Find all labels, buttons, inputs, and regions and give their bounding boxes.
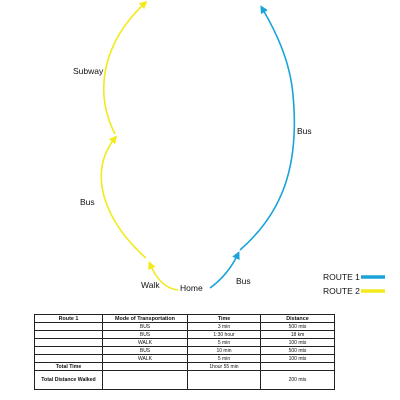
total-distance-empty-cell [103,371,188,390]
cell-route [35,347,103,355]
cell-route [35,323,103,331]
route1-segment-home-to-bus [210,254,238,288]
cell-time: 5 min [188,355,261,363]
cell-time: 3 min [188,323,261,331]
total-time-row [35,363,335,371]
total-distance-value: 200 mts [261,371,335,390]
cell-mode: BUS [103,331,188,339]
total-time-label: Total Time [35,363,103,371]
cell-mode: BUS [103,323,188,331]
table-row [35,355,335,363]
total-time-empty-cell-2 [261,363,335,371]
cell-mode: BUS [103,347,188,355]
route1-segment-bus-to-top [240,8,294,250]
total-distance-label: Total Distance Walked [35,371,103,390]
home-label: Home [180,283,203,293]
route1-bus-label-lower: Bus [236,276,251,286]
total-distance-row [35,371,335,390]
header-time: Time [188,315,261,323]
header-distance: Distance [261,315,335,323]
cell-mode: WALK [103,355,188,363]
legend [323,272,385,296]
cell-distance: 100 mts [261,355,335,363]
cell-route [35,355,103,363]
route2-subway-label: Subway [73,66,104,76]
table-row [35,331,335,339]
table-header-row [35,315,335,323]
cell-time: 5 min [188,339,261,347]
table-row [35,347,335,355]
cell-distance: 500 mts [261,347,335,355]
legend-route2-label: ROUTE 2 [323,286,360,296]
cell-mode: WALK [103,339,188,347]
cell-route [35,331,103,339]
route2-bus-label: Bus [80,197,95,207]
cell-route [35,339,103,347]
table-row [35,323,335,331]
route1-bus-label-upper: Bus [297,126,312,136]
header-route: Route 1 [35,315,103,323]
cell-distance: 100 mts [261,339,335,347]
total-time-empty-cell [103,363,188,371]
route-summary-table [34,314,335,390]
route2-walk-label: Walk [141,280,160,290]
route2-segment-bus-to-subway [104,3,145,134]
cell-time: 10 min [188,347,261,355]
header-mode: Mode of Transportation [103,315,188,323]
total-distance-empty-cell-2 [188,371,261,390]
total-time-value: 1hour 55 min [188,363,261,371]
route2-segment-walk-to-bus [101,138,146,258]
cell-distance: 18 km [261,331,335,339]
cell-time: 1:30 hour [188,331,261,339]
legend-route1-label: ROUTE 1 [323,272,360,282]
cell-distance: 500 mts [261,323,335,331]
table-row [35,339,335,347]
